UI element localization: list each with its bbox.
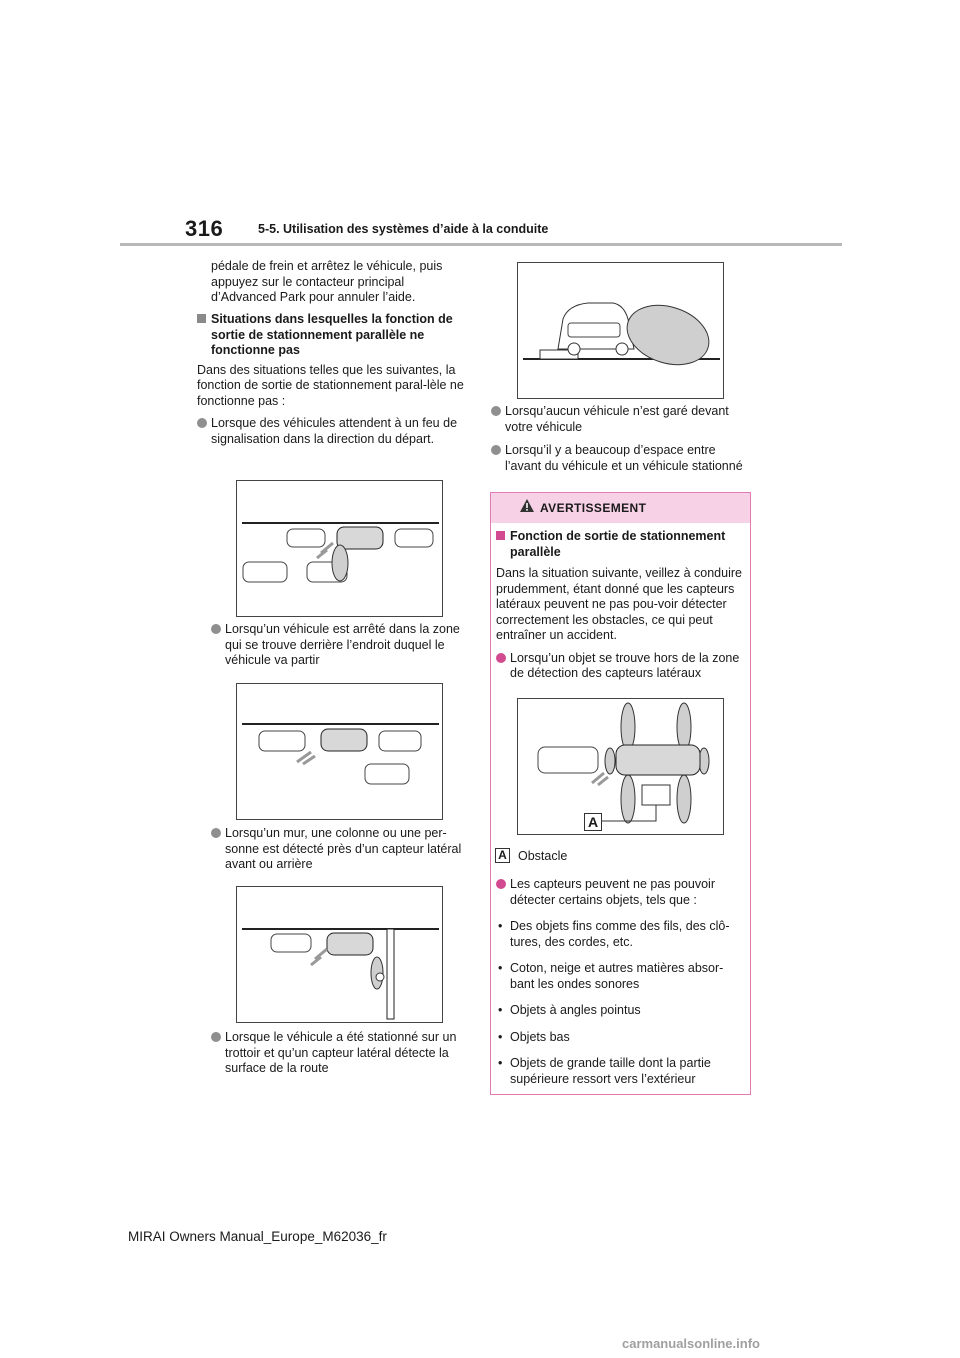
- waiting-vehicles-illustration: [237, 481, 442, 616]
- bullet-4: [211, 1030, 467, 1077]
- callout-label-a: A: [495, 848, 510, 863]
- warning-item-4: [496, 1030, 742, 1046]
- warning-content-top: [496, 529, 742, 682]
- warning-item-5: [496, 1056, 742, 1087]
- warning-title: AVERTISSEMENT: [540, 501, 647, 515]
- section-title: 5-5. Utilisation des systèmes d’aide à la conduite: [258, 222, 549, 236]
- bullet-dot-icon: [211, 828, 221, 838]
- figure-detection-zone: [517, 698, 724, 835]
- intro-paragraph: Dans des situations telles que les suivantes, la fonction de sortie de stationnement paral-lèle ne fonctionne pas :: [197, 362, 464, 408]
- warning-content-bottom: [496, 877, 742, 1087]
- section-heading: [197, 312, 465, 359]
- warning-bullet-2: [496, 877, 742, 908]
- bullet-dot-icon: [197, 418, 207, 428]
- watermark: carmanualsonline.info: [622, 1336, 760, 1351]
- bullet-1-text: Lorsque des véhicules attendent à un feu de signalisation dans la direction du départ.: [211, 416, 458, 446]
- warning-item-1: [496, 919, 742, 950]
- bullet-dot-icon: [496, 879, 506, 889]
- callout-obstacle: Obstacle: [518, 849, 568, 863]
- right-bullet-1-text: Lorsqu’aucun véhicule n’est garé devant votre véhicule: [505, 404, 729, 434]
- right-bullet-1: [491, 404, 751, 435]
- figure-callout-a: A: [584, 813, 602, 831]
- warning-paragraph: Dans la situation suivante, veillez à conduire prudemment, étant donné que les capteurs latéraux peuvent ne pas pou-voir détecter correctement les obstacles, ce qui peut entraîner un accident.: [496, 566, 742, 642]
- left-heading-block: [197, 312, 465, 447]
- bullet-dot-icon: [491, 445, 501, 455]
- stopped-vehicle-illustration: [237, 684, 442, 819]
- bullet-3-text: Lorsqu’un mur, une colonne ou une per-sonne est détecté près d’un capteur latéral avant ou arrière: [225, 826, 462, 871]
- square-bullet-icon: [496, 531, 505, 540]
- warning-triangle-icon: [519, 498, 535, 513]
- sidewalk-illustration: [518, 263, 723, 398]
- bullet-2-text: Lorsqu’un véhicule est arrêté dans la zone qui se trouve derrière l’endroit duquel le véhicule va partir: [225, 622, 460, 667]
- wall-column-illustration: [237, 887, 442, 1022]
- bullet-dot-icon: [211, 1032, 221, 1042]
- item-dash: •: [498, 919, 503, 933]
- warning-bullet-1: [496, 651, 742, 682]
- intro-text-block: [211, 259, 465, 306]
- right-bullet-2: [491, 443, 751, 474]
- warning-heading: [496, 529, 742, 560]
- bullet-2: [211, 622, 465, 669]
- figure-sidewalk: [517, 262, 724, 399]
- item-dash: •: [498, 1029, 503, 1044]
- item-dash: •: [498, 1056, 503, 1070]
- square-bullet-icon: [197, 314, 206, 323]
- item-dash: •: [498, 1003, 503, 1017]
- warning-item-3-text: Objets à angles pointus: [510, 1003, 641, 1017]
- bullet-dot-icon: [496, 653, 506, 663]
- bullet-3: [211, 826, 467, 873]
- right-bullet-2-text: Lorsqu’il y a beaucoup d’espace entre l’avant du véhicule et un véhicule stationné: [505, 443, 743, 473]
- item-dash: •: [498, 961, 503, 975]
- warning-bullet-1-text: Lorsqu’un objet se trouve hors de la zone de détection des capteurs latéraux: [510, 650, 740, 680]
- bullet-4-block: [211, 1030, 467, 1077]
- bullet-dot-icon: [491, 406, 501, 416]
- footer-manual-title: MIRAI Owners Manual_Europe_M62036_fr: [128, 1229, 387, 1244]
- warning-item-5-text: Objets de grande taille dont la partie supérieure ressort vers l’extérieur: [510, 1056, 711, 1086]
- bullet-4-text: Lorsque le véhicule a été stationné sur un trottoir et qu’un capteur latéral détecte la surface de la route: [225, 1030, 457, 1075]
- warning-item-2-text: Coton, neige et autres matières absor-bant les ondes sonores: [510, 961, 724, 991]
- page-number: 316: [185, 216, 224, 241]
- warning-heading-text: Fonction de sortie de stationnement parallèle: [510, 529, 726, 559]
- warning-item-3: [496, 1003, 742, 1019]
- bullet-dot-icon: [211, 624, 221, 634]
- figure-waiting-vehicles: [236, 480, 443, 617]
- warning-bullet-2-text: Les capteurs peuvent ne pas pouvoir détecter certains objets, tels que :: [510, 877, 715, 907]
- warning-item-1-text: Des objets fins comme des fils, des clô-tures, des cordes, etc.: [510, 919, 730, 949]
- warning-item-2: [496, 961, 742, 992]
- figure-stopped-vehicle: [236, 683, 443, 820]
- section-heading-text: Situations dans lesquelles la fonction de sortie de stationnement parallèle ne fonctionne pas: [211, 312, 453, 357]
- warning-item-4-text: Objets bas: [510, 1029, 570, 1044]
- right-bullets-block: [491, 404, 751, 474]
- bullet-1: [197, 416, 465, 447]
- intro-text: pédale de frein et arrêtez le véhicule, puis appuyez sur le contacteur principal d’Advanced Park pour annuler l’aide.: [211, 259, 443, 304]
- detection-zone-illustration: [518, 699, 723, 834]
- header-rule: [120, 243, 842, 246]
- bullet-3-block: [211, 826, 467, 873]
- bullet-2-block: [211, 622, 465, 669]
- figure-wall-column: [236, 886, 443, 1023]
